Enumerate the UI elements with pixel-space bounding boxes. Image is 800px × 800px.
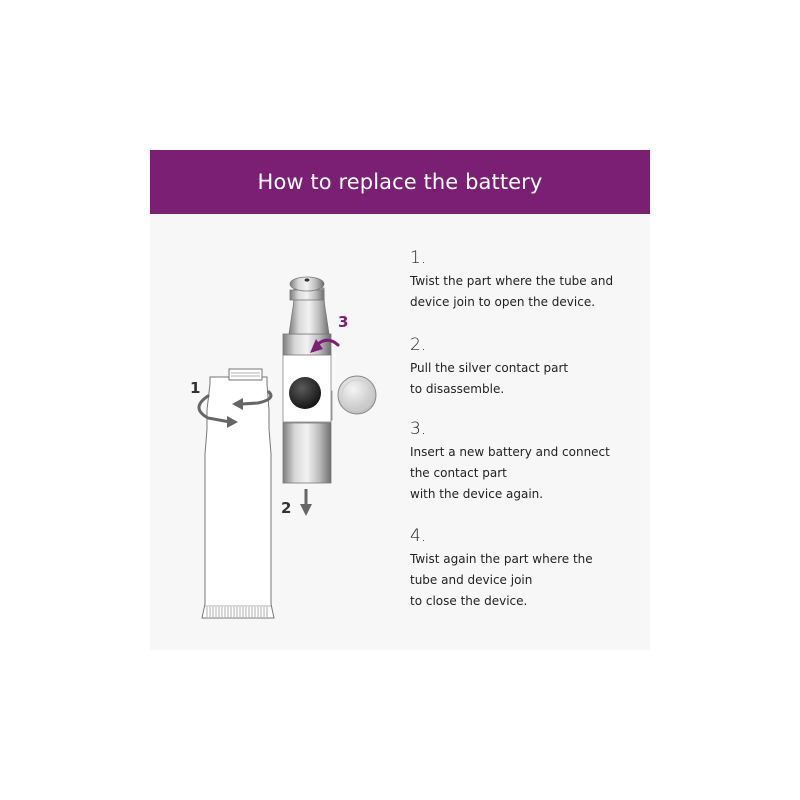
contact-disc-icon	[338, 376, 376, 414]
step-1-text: Twist the part where the tube and device join to open the device.	[410, 274, 614, 309]
pull-arrow-head	[300, 504, 312, 516]
callout-1: 1	[190, 379, 201, 397]
callout-2: 2	[281, 499, 292, 517]
step-2	[410, 335, 640, 400]
step-3	[410, 419, 640, 505]
instruction-card	[150, 150, 650, 650]
step-4-number: 4.	[410, 526, 427, 546]
title-banner	[150, 150, 650, 214]
step-4	[410, 526, 640, 612]
step-1	[410, 248, 640, 313]
step-3-text: Insert a new battery and connect the contact part with the device again.	[410, 445, 610, 501]
battery-icon	[289, 377, 321, 409]
callout-3: 3	[338, 313, 349, 331]
step-3-number: 3.	[410, 419, 427, 439]
step-2-number: 2.	[410, 335, 427, 355]
step-4-text: Twist again the part where the tube and device join to close the device.	[410, 552, 593, 608]
page-title: How to replace the battery	[257, 170, 543, 194]
step-1-number: 1.	[410, 248, 427, 268]
step-2-text: Pull the silver contact part to disassemble.	[410, 361, 569, 396]
